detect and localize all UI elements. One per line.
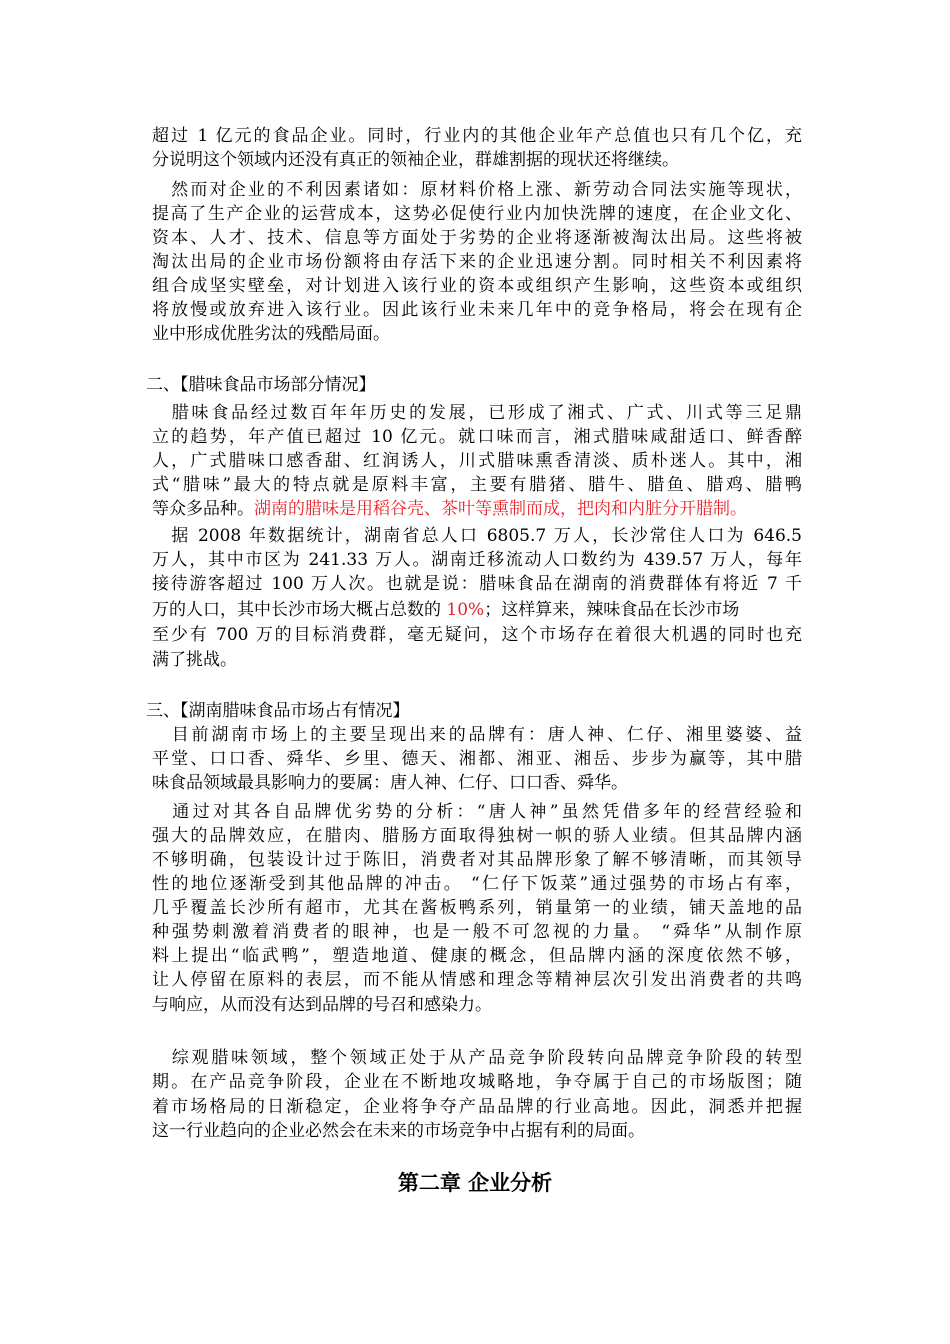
text-line: 满了挑战。 [152, 650, 237, 670]
text-segment: ；这样算来，辣味食品在长沙市场 [484, 600, 740, 620]
text-line: 万人，其中市区为 241.33 万人。湖南迁移流动人口数约为 439.57 万人，每年 [152, 550, 802, 570]
text-line: 立的趋势，年产值已超过 10 亿元。就口味而言，湘式腊味咸甜适口、鲜香醉 [152, 427, 802, 447]
text-line: 味食品领域最具影响力的要属：唐人神、仁仔、口口香、舜华。 [152, 773, 628, 793]
text-line [152, 598, 802, 622]
text-line: 期。在产品竞争阶段，企业在不断地攻城略地，争夺属于自己的市场版图；随 [152, 1072, 802, 1092]
text-line: 平堂、口口香、舜华、乡里、德天、湘都、湘亚、湘岳、步步为赢等，其中腊 [152, 749, 802, 769]
text-line: 接待游客超过 100 万人次。也就是说：腊味食品在湖南的消费群体有将近 7 千 [152, 574, 802, 594]
highlighted-text: 湖南的腊味是用稻谷壳、茶叶等熏制而成，把肉和内脏分开腊制。 [254, 499, 747, 519]
text-line: 组合成坚实壁垒，对计划进入该行业的资本或组织产生影响，这些资本或组织 [152, 276, 802, 296]
text-line: 性的地位逐渐受到其他品牌的冲击。 “仁仔下饭菜”通过强势的市场占有率， [152, 874, 802, 894]
text-line: 料上提出“临武鸭”，塑造地道、健康的概念，但品牌内涵的深度依然不够， [152, 946, 802, 966]
text-line: 着市场格局的日渐稳定，企业将争夺产品品牌的行业高地。因此，洞悉并把握 [152, 1097, 802, 1117]
text-line: 综观腊味领域，整个领域正处于从产品竞争阶段转向品牌竞争阶段的转型 [152, 1048, 802, 1068]
text-line: 业中形成优胜劣汰的残酷局面。 [152, 324, 390, 344]
text-line: 然而对企业的不利因素诸如：原材料价格上涨、新劳动合同法实施等现状， [152, 180, 802, 200]
text-line: 至少有 700 万的目标消费群，毫无疑问，这个市场存在着很大机遇的同时也充 [152, 625, 802, 645]
text-line: 与响应，从而没有达到品牌的号召和感染力。 [152, 995, 492, 1015]
text-line: 让人停留在原料的表层，而不能从情感和理念等精神层次引发出消费者的共鸣 [152, 970, 802, 990]
text-line: 据 2008 年数据统计，湖南省总人口 6805.7 万人，长沙常住人口为 646.5 [152, 526, 802, 546]
text-line: 式“腊味”最大的特点就是原料丰富，主要有腊猪、腊牛、腊鱼、腊鸡、腊鸭 [152, 475, 802, 495]
text-line: 资本、人才、技术、信息等方面处于劣势的企业将逐渐被淘汰出局。这些将被 [152, 228, 802, 248]
text-line: 目前湖南市场上的主要呈现出来的品牌有：唐人神、仁仔、湘里婆婆、益 [152, 725, 802, 745]
text-line: 通过对其各自品牌优劣势的分析：“唐人神”虽然凭借多年的经营经验和 [152, 802, 802, 822]
chapter-title: 第二章 企业分析 [397, 1170, 553, 1195]
text-line: 提高了生产企业的运营成本，这势必促使行业内加快洗牌的速度，在企业文化、 [152, 204, 802, 224]
text-line: 种强势刺激着消费者的眼神，也是一般不可忽视的力量。 “舜华”从制作原 [152, 922, 802, 942]
text-line: 这一行业趋向的企业必然会在未来的市场竞争中占据有利的局面。 [152, 1121, 645, 1141]
highlighted-text: 10% [446, 600, 485, 620]
text-line: 不够明确，包装设计过于陈旧，消费者对其品牌形象了解不够清晰，而其领导 [152, 850, 802, 870]
section-heading: 二、【腊味食品市场部分情况】 [146, 375, 376, 395]
text-line: 几乎覆盖长沙所有超市，尤其在酱板鸭系列，销量第一的业绩，铺天盖地的品 [152, 898, 802, 918]
text-line: 将放慢或放弃进入该行业。因此该行业未来几年中的竞争格局，将会在现有企 [152, 300, 802, 320]
text-line: 淘汰出局的企业市场份额将由存活下来的企业迅速分割。同时相关不利因素将 [152, 252, 802, 272]
section-heading: 三、【湖南腊味食品市场占有情况】 [146, 701, 410, 721]
text-line: 分说明这个领域内还没有真正的领袖企业，群雄割据的现状还将继续。 [152, 150, 679, 170]
text-line: 强大的品牌效应，在腊肉、腊肠方面取得独树一帜的骄人业绩。但其品牌内涵 [152, 826, 802, 846]
text-line: 腊味食品经过数百年年历史的发展，已形成了湘式、广式、川式等三足鼎 [152, 403, 802, 423]
text-line: 超过 1 亿元的食品企业。同时，行业内的其他企业年产总值也只有几个亿，充 [152, 126, 802, 146]
text-line [152, 497, 802, 521]
text-segment: 等众多品种。 [152, 499, 254, 519]
text-segment: 万的人口，其中长沙市场大概占总数的 [152, 600, 447, 620]
text-line: 人，广式腊味口感香甜、红润诱人，川式腊味熏香清淡、质朴迷人。其中，湘 [152, 451, 802, 471]
